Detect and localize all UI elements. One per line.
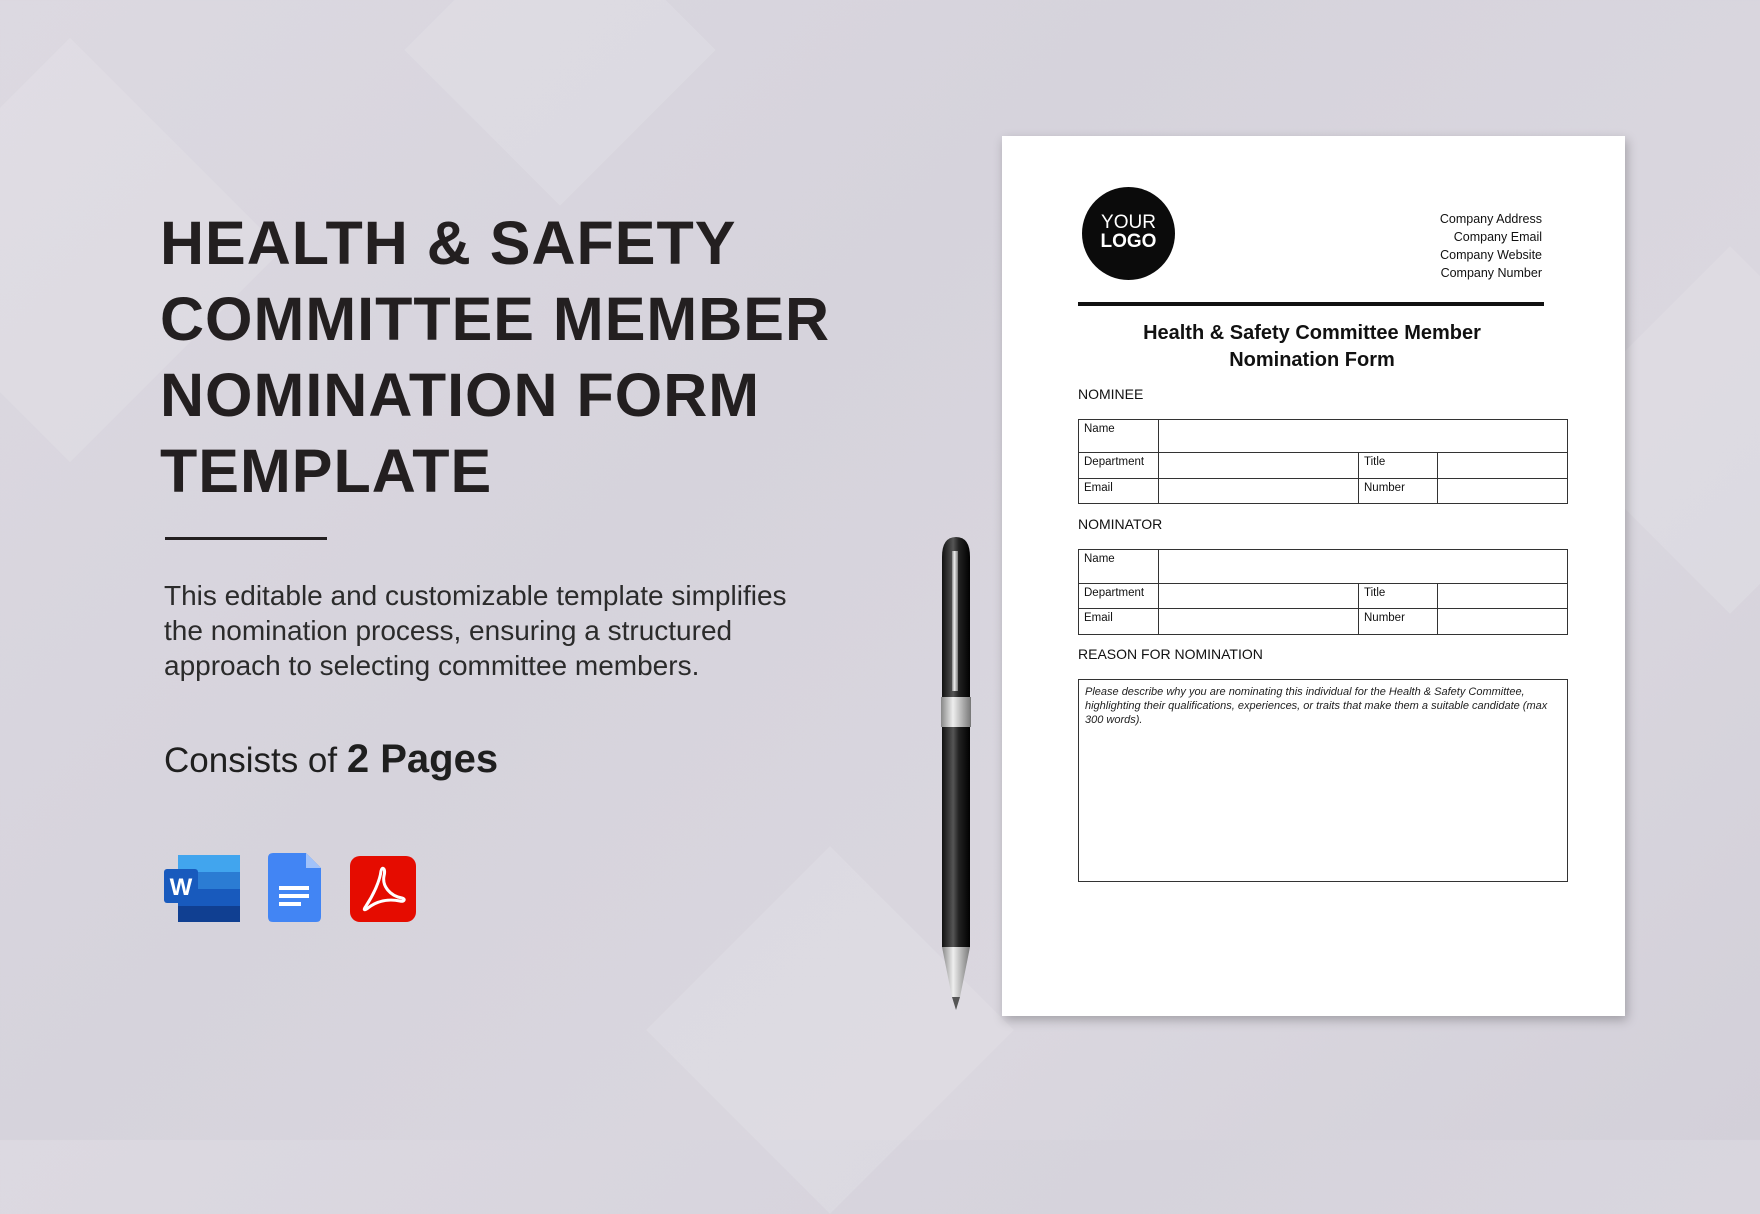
nominator-heading: NOMINATOR (1078, 516, 1163, 532)
pdf-icon[interactable] (350, 856, 416, 922)
company-address: Company Address (1439, 212, 1542, 226)
name-field[interactable] (1159, 420, 1568, 453)
page-count-value: 2 Pages (346, 737, 499, 781)
google-docs-icon[interactable] (268, 853, 321, 922)
nominee-table (1078, 419, 1568, 504)
title-field[interactable] (1438, 584, 1568, 609)
number-label: Number (1359, 479, 1438, 504)
title-line: Health & Safety Committee Member (1143, 322, 1481, 344)
department-label: Department (1079, 584, 1159, 609)
promo-description: This editable and customizable template simplifies the nomination process, ensuring a structured approach to selecting committee members. (164, 580, 787, 681)
logo-text: YOUR (1101, 212, 1156, 233)
email-label: Email (1079, 609, 1159, 635)
title-line: COMMITTEE MEMBER (160, 285, 831, 353)
title-line: HEALTH & SAFETY (160, 209, 737, 277)
logo-text: LOGO (1100, 231, 1157, 252)
title-line: NOMINATION FORM (160, 361, 761, 429)
document-title (1062, 320, 1562, 374)
company-email: Company Email (1453, 230, 1542, 244)
department-field[interactable] (1159, 453, 1359, 479)
svg-text:W: W (169, 874, 193, 901)
email-field[interactable] (1159, 609, 1359, 635)
title-line: TEMPLATE (160, 437, 493, 505)
page-count (164, 737, 498, 782)
company-info (1440, 210, 1542, 282)
reason-textarea[interactable]: Please describe why you are nominating this individual for the Health & Safety Committee, highlighting their qualifications, experiences, or traits that make them a suitable candidate (max 300 words). (1078, 679, 1568, 882)
header-rule (1078, 302, 1544, 306)
name-label: Name (1079, 420, 1159, 453)
title-line: Nomination Form (1229, 349, 1395, 371)
name-field[interactable] (1159, 550, 1568, 584)
email-label: Email (1079, 479, 1159, 504)
number-label: Number (1359, 609, 1438, 635)
department-label: Department (1079, 453, 1159, 479)
title-label: Title (1359, 453, 1438, 479)
reason-heading: REASON FOR NOMINATION (1078, 646, 1263, 662)
number-field[interactable] (1438, 609, 1568, 635)
document-preview (1002, 136, 1625, 1016)
nominee-heading: NOMINEE (1078, 386, 1144, 402)
name-label: Name (1079, 550, 1159, 584)
company-number: Company Number (1440, 266, 1542, 280)
company-website: Company Website (1440, 248, 1542, 262)
title-field[interactable] (1438, 453, 1568, 479)
logo-placeholder (1082, 187, 1175, 280)
pen-image (938, 537, 974, 1010)
department-field[interactable] (1159, 584, 1359, 609)
email-field[interactable] (1159, 479, 1359, 504)
promo-title (160, 205, 880, 509)
word-icon[interactable] (164, 855, 240, 922)
nominator-table (1078, 549, 1568, 635)
divider (165, 537, 327, 540)
title-label: Title (1359, 584, 1438, 609)
page-count-label: Consists of (164, 741, 338, 780)
number-field[interactable] (1438, 479, 1568, 504)
